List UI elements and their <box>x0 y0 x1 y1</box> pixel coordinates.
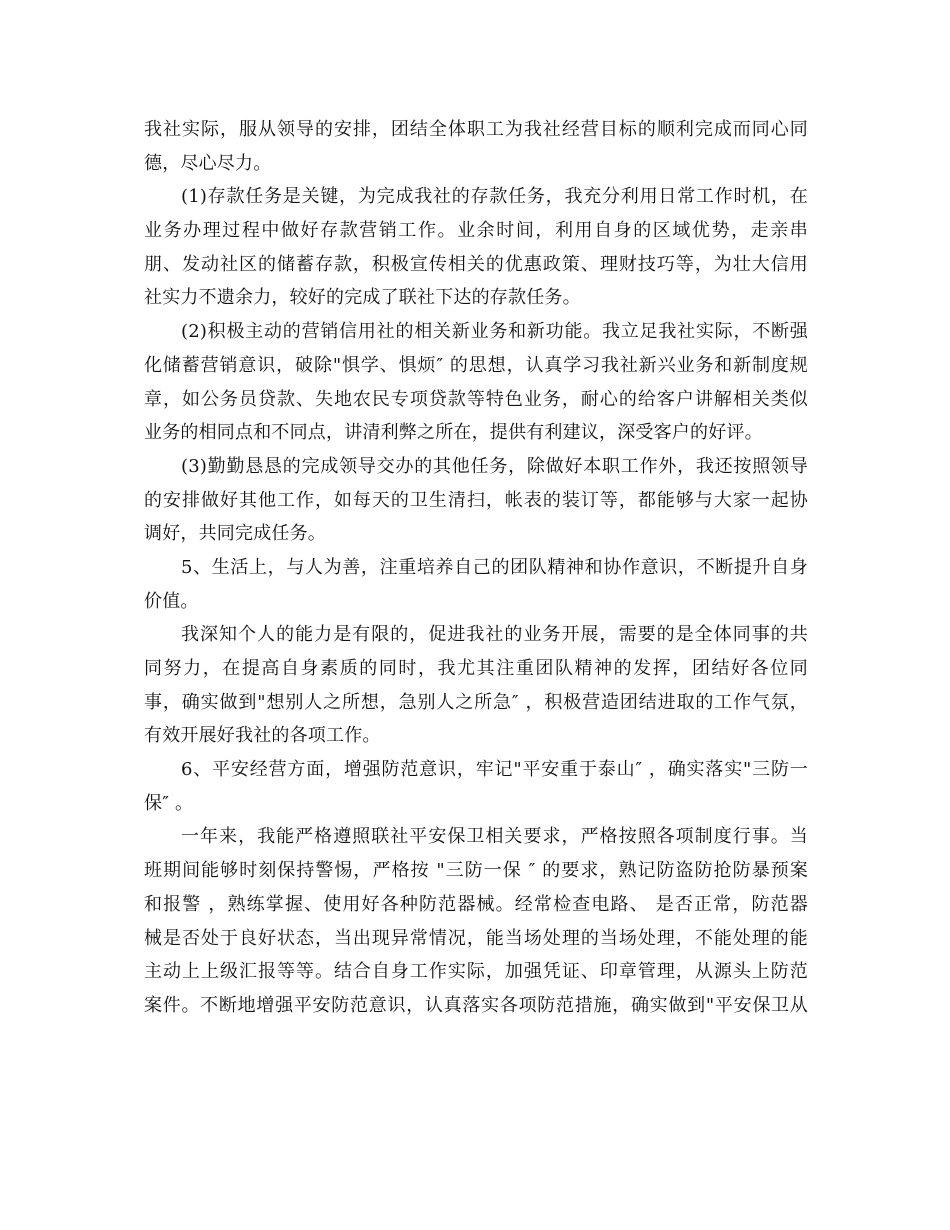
text-line: 和报警 ，熟练掌握、使用好各种防范器械。经常检查电路、 是否正常，防范器 <box>144 893 808 915</box>
text-line: 业务的相同点和不同点，讲清利弊之所在，提供有利建议，深受客户的好评。 <box>144 422 763 444</box>
text-line: 械是否处于良好状态，当出现异常情况，能当场处理的当场处理，不能处理的能 <box>144 927 808 949</box>
text-line: 调好，共同完成任务。 <box>144 523 326 545</box>
text-line: 主动上上级汇报等等。结合自身工作实际，加强凭证、印章管理，从源头上防范 <box>144 961 808 983</box>
text-line: 我社实际，服从领导的安排，团结全体职工为我社经营目标的顺利完成而同心同 <box>144 119 808 140</box>
text-line: 的安排做好其他工作，如每天的卫生清扫，帐表的装订等，都能够与大家一起协 <box>144 489 808 511</box>
text-line: 事，确实做到"想别人之所想，急别人之所急″ ，积极营造团结进取的工作气氛， <box>144 691 808 713</box>
text-line: 案件。不断地增强平安防范意识，认真落实各项防范措施，确实做到"平安保卫从 <box>144 994 808 1016</box>
paragraph-start-line: 5、生活上，与人为善，注重培养自己的团队精神和协作意识，不断提升自身 <box>181 556 808 578</box>
text-line: 化储蓄营销意识，破除"惧学、惧烦″ 的思想，认真学习我社新兴业务和新制度规 <box>144 354 808 376</box>
text-line: 同努力，在提高自身素质的同时，我尤其注重团队精神的发挥，团结好各位同 <box>144 658 808 679</box>
paragraph-start-line: 我深知个人的能力是有限的，促进我社的业务开展，需要的是全体同事的共 <box>181 624 808 646</box>
paragraph-start-line: (3)勤勤恳恳的完成领导交办的其他任务，除做好本职工作外，我还按照领导 <box>181 455 808 477</box>
paragraph-start-line: (2)积极主动的营销信用社的相关新业务和新功能。我立足我社实际，不断强 <box>181 321 808 343</box>
text-line: 德，尽心尽力。 <box>144 152 272 174</box>
text-line: 章，如公务员贷款、失地农民专项贷款等特色业务，耐心的给客户讲解相关类似 <box>144 388 808 410</box>
text-line: 社实力不遗余力，较好的完成了联社下达的存款任务。 <box>144 287 581 309</box>
paragraph-start-line: 一年来，我能严格遵照联社平安保卫相关要求，严格按照各项制度行事。当 <box>181 826 808 848</box>
paragraph-start-line: 6、平安经营方面，增强防范意识，牢记"平安重于泰山″ ，确实落实"三防一 <box>181 759 808 781</box>
document-body <box>144 113 808 1023</box>
text-line: 朋、发动社区的储蓄存款，积极宣传相关的优惠政策、理财技巧等，为壮大信用 <box>144 253 808 275</box>
paragraph-start-line: (1)存款任务是关键，为完成我社的存款任务，我充分利用日常工作时机，在 <box>181 186 808 208</box>
text-line: 班期间能够时刻保持警惕，严格按 "三防一保 ″ 的要求，熟记防盗防抢防暴预案 <box>144 860 808 882</box>
text-line: 有效开展好我社的各项工作。 <box>144 725 381 747</box>
text-line: 业务办理过程中做好存款营销工作。业余时间，利用自身的区域优势，走亲串 <box>144 220 808 242</box>
text-line: 价值。 <box>144 590 199 612</box>
text-line: 保″ 。 <box>144 792 194 814</box>
